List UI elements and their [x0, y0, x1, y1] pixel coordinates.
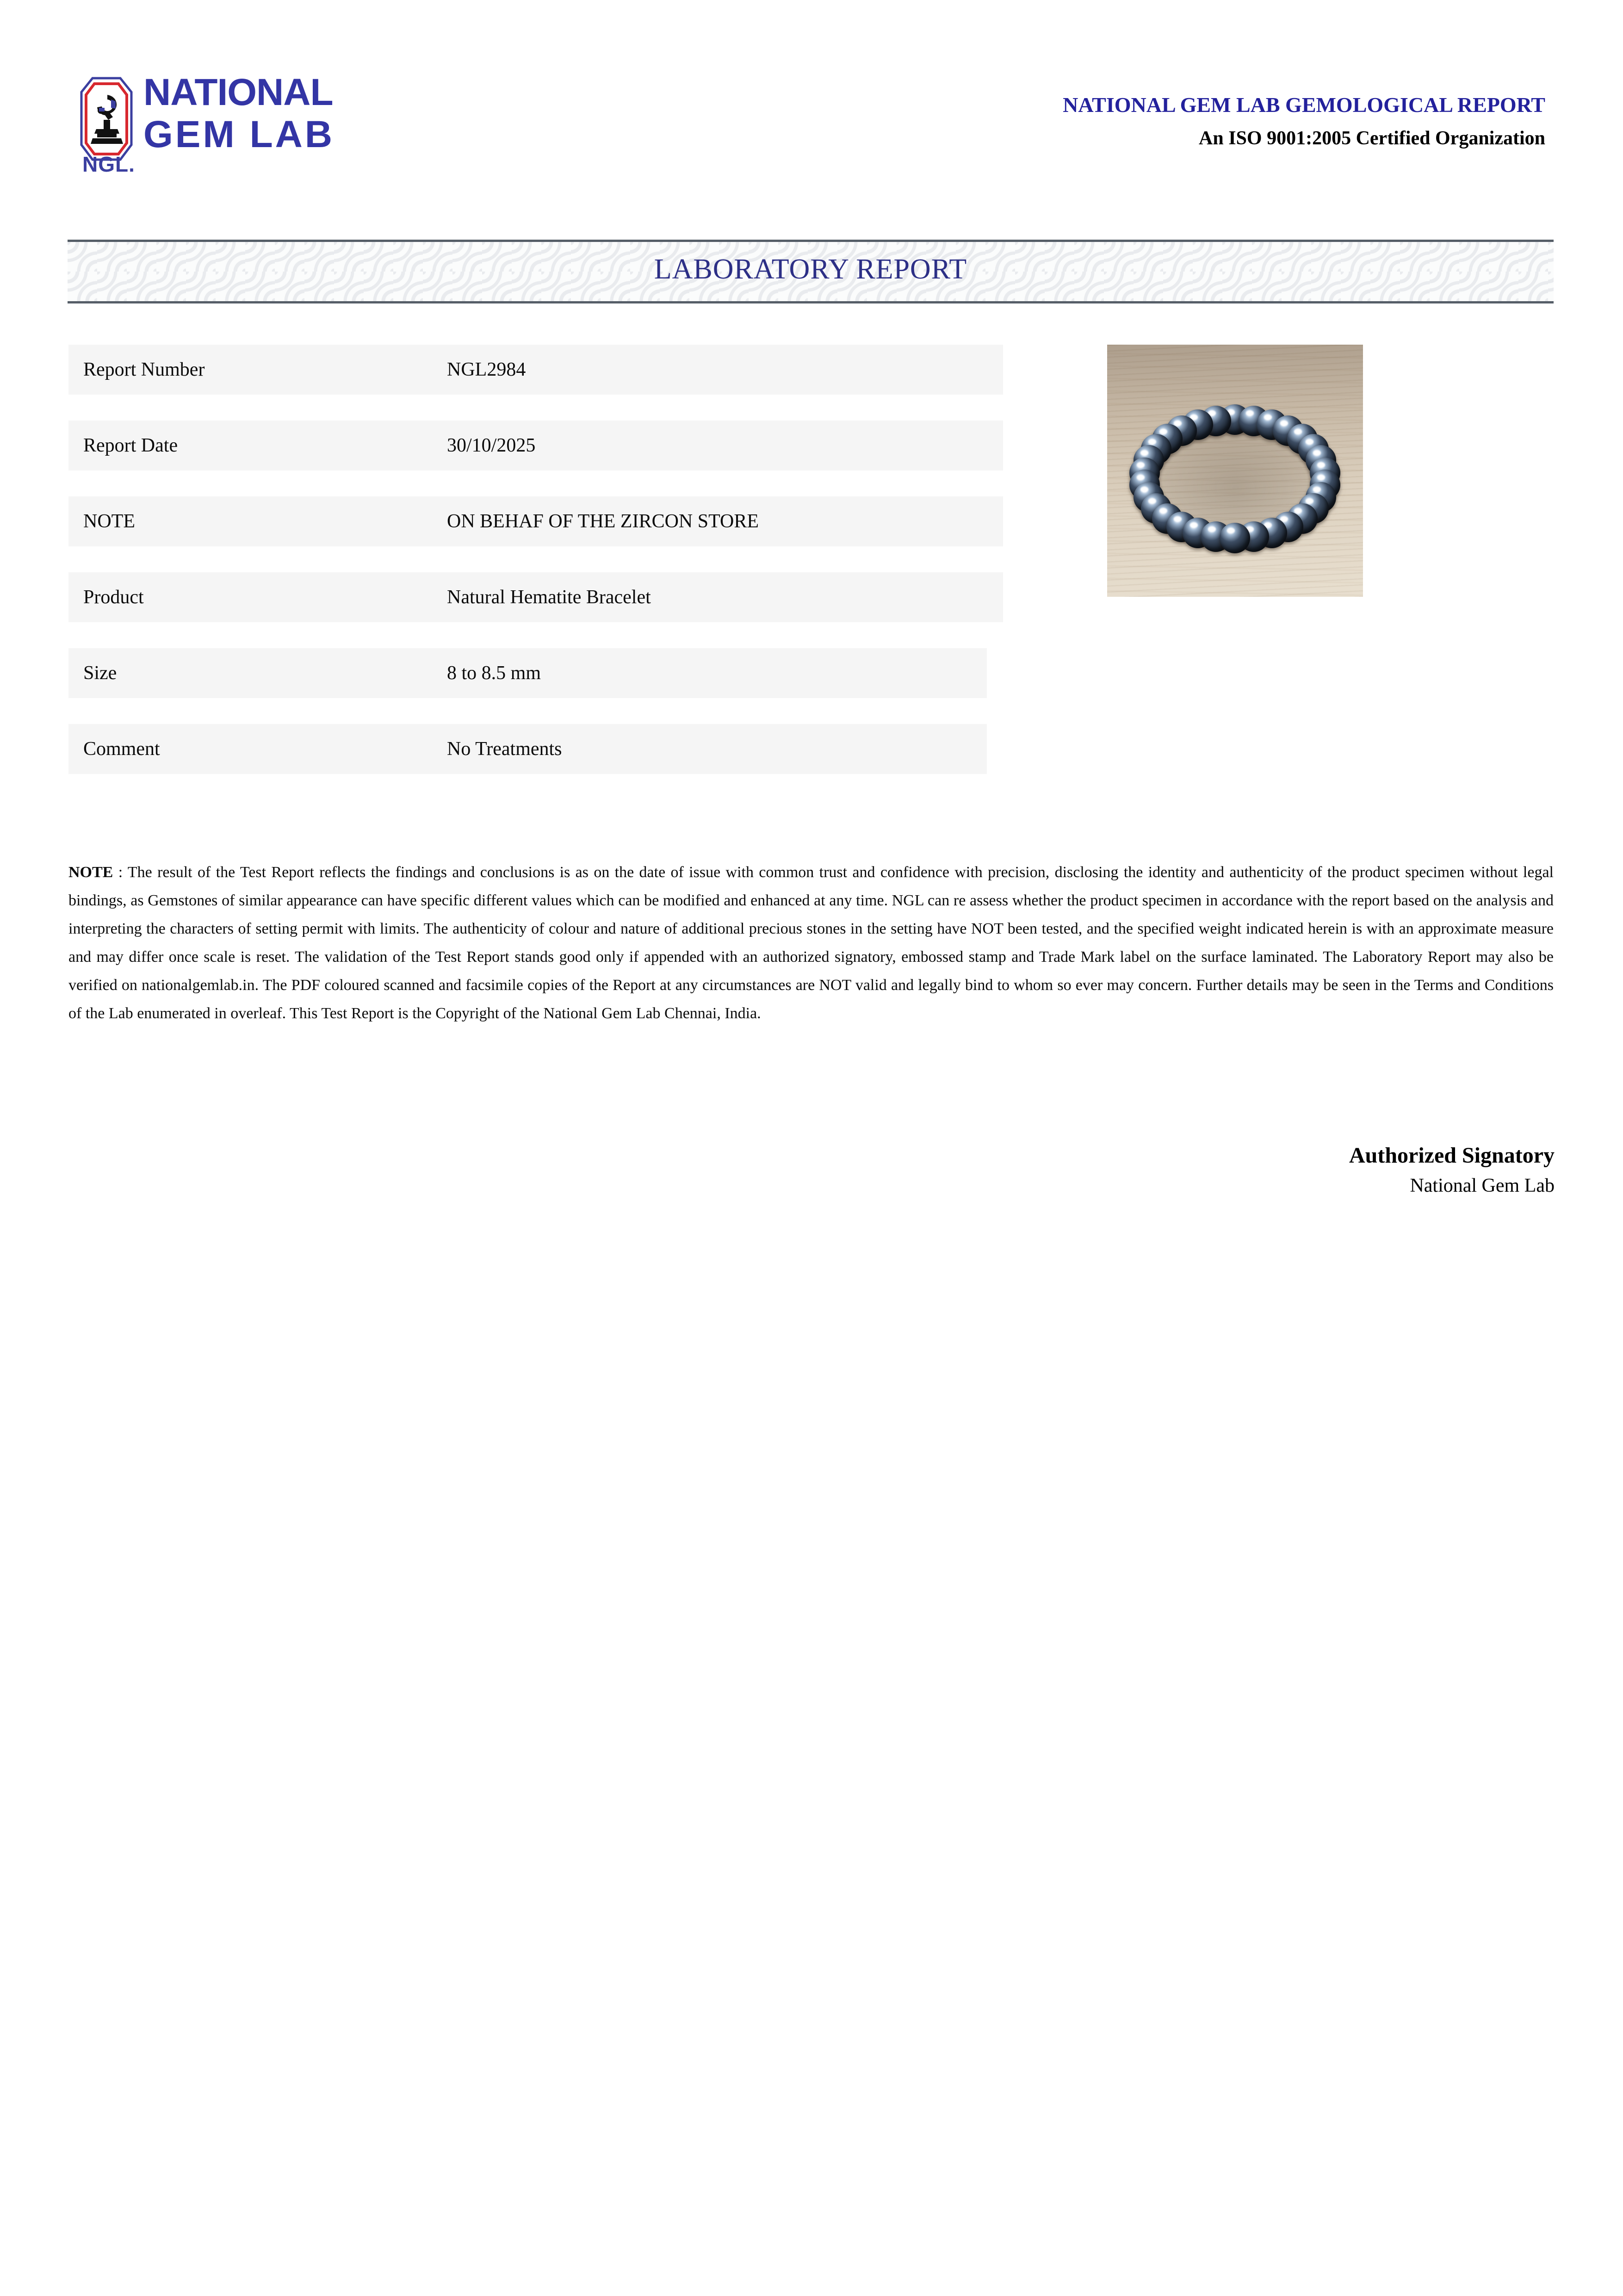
logo-wordmark — [143, 72, 449, 156]
disclaimer-note — [68, 858, 1554, 1027]
row-label: Size — [83, 662, 117, 684]
row-value: ON BEHAF OF THE ZIRCON STORE — [447, 511, 759, 532]
row-label: Report Date — [83, 435, 178, 456]
row-value: 8 to 8.5 mm — [447, 662, 541, 684]
row-label: Report Number — [83, 359, 205, 380]
disclaimer-lead: NOTE — [68, 864, 113, 881]
laboratory-report-banner — [68, 240, 1554, 303]
row-value: Natural Hematite Bracelet — [447, 587, 651, 608]
report-title: NATIONAL GEM LAB GEMOLOGICAL REPORT — [1063, 93, 1545, 117]
row-label: NOTE — [83, 511, 135, 532]
row-value: No Treatments — [447, 738, 562, 760]
row-value: 30/10/2025 — [447, 435, 536, 456]
table-row — [68, 648, 987, 698]
product-photo — [1107, 345, 1363, 597]
report-header — [0, 0, 1623, 194]
header-titles — [1063, 93, 1545, 149]
logo-wordmark-line1: NATIONAL — [143, 71, 333, 113]
authorized-signatory-label: Authorized Signatory — [1349, 1143, 1555, 1168]
signature-block — [1349, 1143, 1555, 1197]
row-label: Comment — [83, 738, 160, 760]
logo-wordmark-line2: GEM LAB — [143, 113, 335, 155]
logo — [79, 72, 449, 178]
row-value: NGL2984 — [447, 359, 526, 380]
report-details-table — [68, 345, 1003, 800]
row-label: Product — [83, 587, 144, 608]
banner-title: LABORATORY REPORT — [654, 254, 967, 285]
table-row — [68, 572, 1003, 622]
photo-bead — [1220, 523, 1250, 553]
table-row — [68, 724, 987, 774]
signatory-organization: National Gem Lab — [1410, 1175, 1555, 1196]
table-row — [68, 496, 1003, 546]
logo-mark-ngl: NGL. — [82, 152, 135, 176]
table-row — [68, 421, 1003, 470]
disclaimer-body: : The result of the Test Report reflects the findings and conclusions is as on the date of issue with common trust and confidence with precision, disclosing the identity and authenticity of the product specimen without legal bindings, as Gemstones of similar appearance can have specific different values which can be modified and enhanced at any time. NGL can re assess whether the product specimen in accordance with the report based on the analysis and interpreting the characters of setting permit with limits. The authenticity of colour and nature of additional precious stones in the setting have NOT been tested, and the specified weight indicated herein is with an approximate measure and may differ once scale is reset. The validation of the Test Report stands good only if appended with an authorized signatory, embossed stamp and Trade Mark label on the surface laminated. The Laboratory Report may also be verified on nationalgemlab.in. The PDF coloured scanned and facsimile copies of the Report at any circumstances are NOT valid and legally bind to whom so ever may concern. Further details may be seen in the Terms and Conditions of the Lab enumerated in overleaf. This Test Report is the Copyright of the National Gem Lab Chennai, India. — [68, 864, 1554, 1022]
iso-certification-text: An ISO 9001:2005 Certified Organization — [1199, 128, 1545, 149]
table-row — [68, 345, 1003, 395]
